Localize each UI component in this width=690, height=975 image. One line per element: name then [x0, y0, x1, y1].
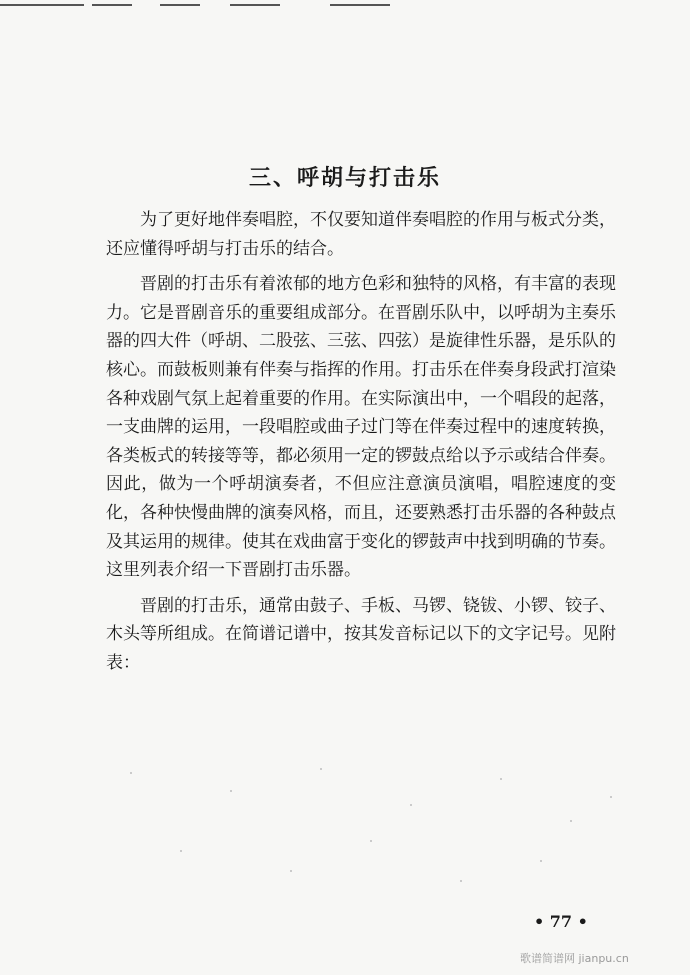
top-printed-rule [0, 0, 690, 10]
paragraph: 晋剧的打击乐，通常由鼓子、手板、马锣、铙钹、小锣、铰子、木头等所组成。在简谱记谱中，按其发音标记以下的文字记号。见附表： [106, 595, 616, 673]
scan-speckles [110, 760, 630, 910]
paragraph: 为了更好地伴奏唱腔，不仅要知道伴奏唱腔的作用与板式分类，还应懂得呼胡与打击乐的结合。 [106, 210, 616, 259]
body-text [106, 206, 616, 685]
section-heading: 三、呼胡与打击乐 [248, 165, 441, 191]
page-number: • 77 • [534, 912, 588, 931]
site-watermark: 歌谱简谱网 jianpu.cn [520, 952, 629, 965]
paragraph: 晋剧的打击乐有着浓郁的地方色彩和独特的风格，有丰富的表现力。它是晋剧音乐的重要组成部分。在晋剧乐队中，以呼胡为主奏乐器的四大件（呼胡、二股弦、三弦、四弦）是旋律性乐器，是乐队的核心。而鼓板则兼有伴奏与指挥的作用。打击乐在伴奏身段武打渲染各种戏剧气氛上起着重要的作用。在实际演出中，一个唱段的起落，一支曲牌的运用，一段唱腔或曲子过门等在伴奏过程中的速度转换，各类板式的转接等等，都必须用一定的锣鼓点给以予示或结合伴奏。因此，做为一个呼胡演奏者，不但应注意演员演唱，唱腔速度的变化，各种快慢曲牌的演奏风格，而且，还要熟悉打击乐器的各种鼓点及其运用的规律。使其在戏曲富于变化的锣鼓声中找到明确的节奏。这里列表介绍一下晋剧打击乐器。 [106, 274, 616, 581]
